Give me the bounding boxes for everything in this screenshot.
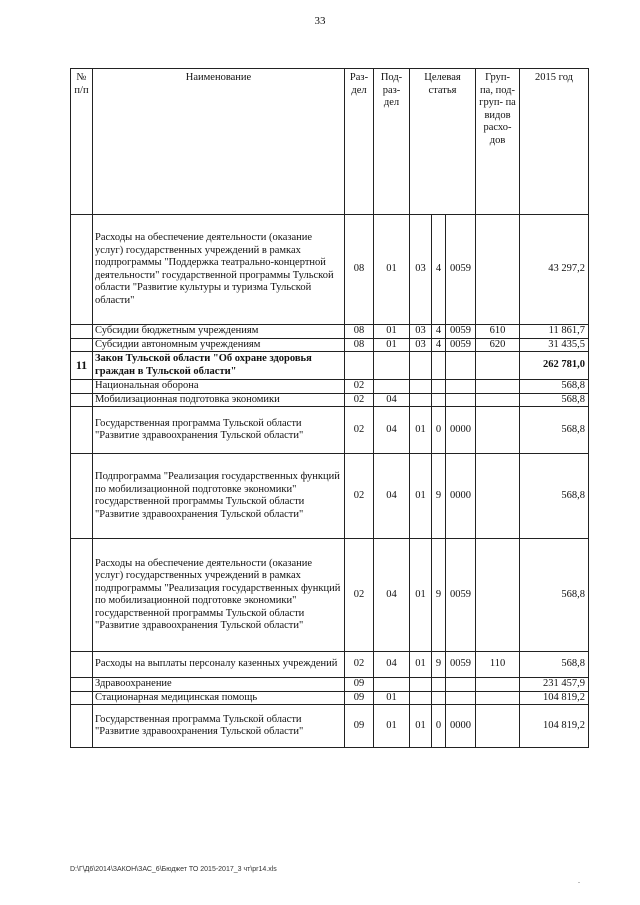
header-target: Целевая статья <box>410 69 476 215</box>
row-razdel: 02 <box>345 454 374 539</box>
row-razdel: 08 <box>345 325 374 339</box>
row-name: Субсидии бюджетным учреждениям <box>93 325 345 339</box>
row-target-code: 0059 <box>446 325 476 339</box>
row-podrazdel <box>374 352 410 380</box>
row-target-subprogram: 0 <box>432 705 446 748</box>
row-group: 110 <box>476 652 520 678</box>
row-amount: 568,8 <box>520 407 589 454</box>
table-row <box>71 215 589 325</box>
row-name: Субсидии автономным учреждениям <box>93 338 345 352</box>
table-row <box>71 691 589 705</box>
row-podrazdel: 04 <box>374 454 410 539</box>
row-target-program: 01 <box>410 652 432 678</box>
row-group <box>476 393 520 407</box>
table-row <box>71 705 589 748</box>
row-target-program: 03 <box>410 215 432 325</box>
row-target-subprogram: 4 <box>432 215 446 325</box>
row-razdel: 09 <box>345 705 374 748</box>
row-target-program: 01 <box>410 407 432 454</box>
row-amount: 568,8 <box>520 393 589 407</box>
row-num <box>71 454 93 539</box>
row-amount: 568,8 <box>520 652 589 678</box>
row-target-code: 0059 <box>446 539 476 652</box>
row-podrazdel: 01 <box>374 215 410 325</box>
row-target-subprogram: 9 <box>432 539 446 652</box>
row-target-code <box>446 352 476 380</box>
row-target-program <box>410 393 432 407</box>
row-target-code: 0000 <box>446 454 476 539</box>
header-name: Наименование <box>93 69 345 215</box>
row-target-program <box>410 691 432 705</box>
footer-file-path: D:\Г\Д6\2014\ЗАКОН\ЗАС_6\Бюджет ТО 2015-2017_3 чт\pr14.xls <box>70 866 277 873</box>
row-name: Национальная оборона <box>93 380 345 394</box>
row-podrazdel <box>374 678 410 692</box>
row-amount: 43 297,2 <box>520 215 589 325</box>
row-name: Государственная программа Тульской области "Развитие здравоохранения Тульской области" <box>93 407 345 454</box>
row-razdel: 09 <box>345 691 374 705</box>
row-amount: 262 781,0 <box>520 352 589 380</box>
row-name: Расходы на выплаты персоналу казенных учреждений <box>93 652 345 678</box>
row-razdel: 02 <box>345 539 374 652</box>
row-target-program <box>410 352 432 380</box>
header-group: Груп- па, под- груп- па видов расхо- дов <box>476 69 520 215</box>
row-group: 610 <box>476 325 520 339</box>
row-podrazdel: 04 <box>374 652 410 678</box>
page-number: 33 <box>314 15 326 27</box>
table-row <box>71 407 589 454</box>
row-podrazdel: 01 <box>374 691 410 705</box>
table-row <box>71 393 589 407</box>
row-amount: 568,8 <box>520 539 589 652</box>
row-num <box>71 338 93 352</box>
row-num <box>71 407 93 454</box>
table-row <box>71 325 589 339</box>
row-amount: 104 819,2 <box>520 691 589 705</box>
row-target-program: 01 <box>410 454 432 539</box>
row-razdel: 02 <box>345 393 374 407</box>
row-amount: 31 435,5 <box>520 338 589 352</box>
row-group <box>476 705 520 748</box>
row-amount: 568,8 <box>520 454 589 539</box>
row-num <box>71 652 93 678</box>
row-name: Расходы на обеспечение деятельности (оказание услуг) государственных учреждений в рамках подпрограммы "Поддержка театрально-концертной деятельности" государственной программы Тульской области "Развитие культуры и туризма Тульской области" <box>93 215 345 325</box>
row-name: Государственная программа Тульской области "Развитие здравоохранения Тульской области" <box>93 705 345 748</box>
row-amount: 231 457,9 <box>520 678 589 692</box>
row-group: 620 <box>476 338 520 352</box>
row-podrazdel <box>374 380 410 394</box>
row-group <box>476 539 520 652</box>
row-target-subprogram <box>432 393 446 407</box>
row-group <box>476 454 520 539</box>
row-group <box>476 678 520 692</box>
budget-table-wrapper <box>70 68 588 748</box>
row-num <box>71 325 93 339</box>
table-body <box>71 215 589 748</box>
row-podrazdel: 04 <box>374 407 410 454</box>
row-num <box>71 678 93 692</box>
row-target-subprogram <box>432 380 446 394</box>
row-num <box>71 705 93 748</box>
row-podrazdel: 04 <box>374 539 410 652</box>
row-target-code <box>446 678 476 692</box>
row-amount: 11 861,7 <box>520 325 589 339</box>
row-target-code: 0000 <box>446 407 476 454</box>
row-razdel: 02 <box>345 407 374 454</box>
header-year: 2015 год <box>520 69 589 215</box>
row-target-program <box>410 380 432 394</box>
row-target-subprogram: 9 <box>432 652 446 678</box>
row-name: Расходы на обеспечение деятельности (оказание услуг) государственных учреждений в рамках подпрограммы "Реализация государственных функций по мобилизационной подготовке экономики" государственной программы Тульской области "Развитие здравоохранения Тульской области" <box>93 539 345 652</box>
row-razdel: 02 <box>345 652 374 678</box>
table-row <box>71 454 589 539</box>
row-num <box>71 215 93 325</box>
row-group <box>476 380 520 394</box>
row-name: Подпрограмма "Реализация государственных функций по мобилизационной подготовке экономики" государственной программы Тульской области "Развитие здравоохранения Тульской области" <box>93 454 345 539</box>
header-num: № п/п <box>71 69 93 215</box>
row-group <box>476 407 520 454</box>
row-target-subprogram <box>432 678 446 692</box>
header-podrazdel: Под- раз- дел <box>374 69 410 215</box>
row-target-subprogram: 4 <box>432 338 446 352</box>
table-header-row <box>71 69 589 215</box>
row-num: 11 <box>71 352 93 380</box>
row-target-code: 0000 <box>446 705 476 748</box>
row-podrazdel: 04 <box>374 393 410 407</box>
row-target-code: 0059 <box>446 652 476 678</box>
row-target-code: 0059 <box>446 338 476 352</box>
row-target-program: 03 <box>410 325 432 339</box>
row-razdel: 08 <box>345 215 374 325</box>
header-razdel: Раз- дел <box>345 69 374 215</box>
row-num <box>71 393 93 407</box>
row-group <box>476 215 520 325</box>
table-row <box>71 539 589 652</box>
row-razdel: 08 <box>345 338 374 352</box>
row-group <box>476 691 520 705</box>
row-target-subprogram: 0 <box>432 407 446 454</box>
table-row <box>71 380 589 394</box>
row-razdel: 02 <box>345 380 374 394</box>
row-podrazdel: 01 <box>374 705 410 748</box>
table-row <box>71 338 589 352</box>
row-target-program: 03 <box>410 338 432 352</box>
row-name: Закон Тульской области "Об охране здоровья граждан в Тульской области" <box>93 352 345 380</box>
row-target-program <box>410 678 432 692</box>
row-amount: 104 819,2 <box>520 705 589 748</box>
row-name: Мобилизационная подготовка экономики <box>93 393 345 407</box>
footer-mark: . <box>578 876 580 885</box>
row-razdel: 09 <box>345 678 374 692</box>
row-target-code <box>446 380 476 394</box>
row-name: Здравоохранение <box>93 678 345 692</box>
row-group <box>476 352 520 380</box>
row-razdel <box>345 352 374 380</box>
row-podrazdel: 01 <box>374 338 410 352</box>
row-target-subprogram: 9 <box>432 454 446 539</box>
row-target-code <box>446 393 476 407</box>
table-row <box>71 678 589 692</box>
row-num <box>71 539 93 652</box>
row-target-subprogram <box>432 352 446 380</box>
table-row <box>71 652 589 678</box>
row-target-code: 0059 <box>446 215 476 325</box>
budget-table <box>70 68 589 748</box>
row-target-program: 01 <box>410 539 432 652</box>
row-target-code <box>446 691 476 705</box>
row-num <box>71 380 93 394</box>
row-target-program: 01 <box>410 705 432 748</box>
row-num <box>71 691 93 705</box>
row-amount: 568,8 <box>520 380 589 394</box>
row-target-subprogram: 4 <box>432 325 446 339</box>
row-name: Стационарная медицинская помощь <box>93 691 345 705</box>
row-podrazdel: 01 <box>374 325 410 339</box>
table-row <box>71 352 589 380</box>
row-target-subprogram <box>432 691 446 705</box>
